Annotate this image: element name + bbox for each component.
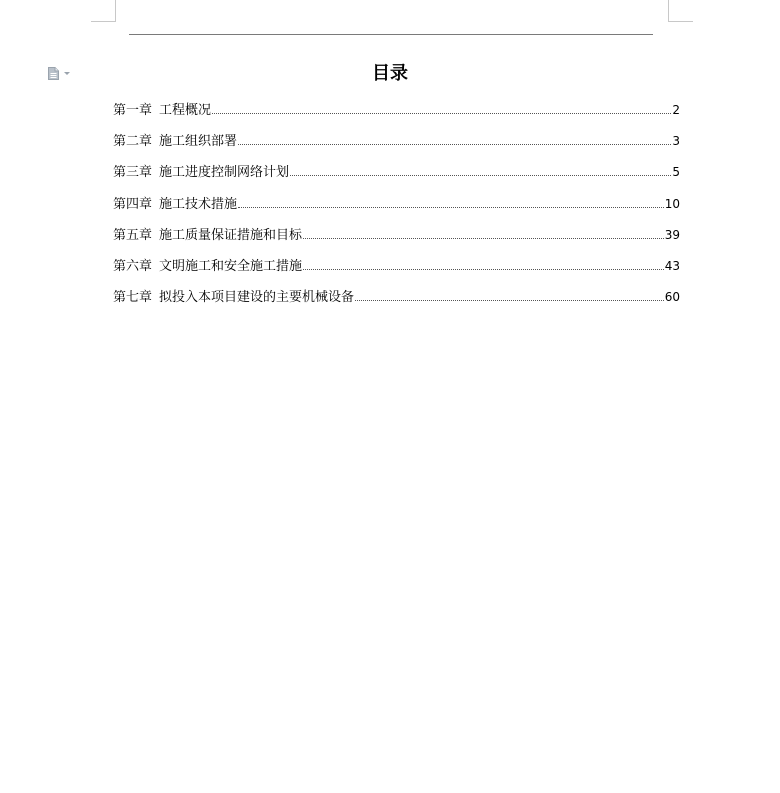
- toc-entry[interactable]: [113, 223, 680, 254]
- toc-entry-page: 10: [664, 196, 680, 211]
- toc-entry-page: 5: [672, 165, 680, 180]
- crop-mark-top-left: [91, 0, 116, 22]
- toc-entry-chapter: 第四章: [113, 196, 153, 212]
- toc-entry-title: 施工组织部署: [159, 134, 238, 150]
- toc-entry-label: [113, 193, 237, 217]
- toc-entry-title: 施工质量保证措施和目标: [159, 227, 303, 243]
- toc-leader-dots: [355, 300, 664, 301]
- toc-entry-label: [113, 161, 289, 185]
- toc-entry-label: [113, 130, 237, 154]
- table-of-contents: [113, 98, 680, 316]
- toc-entry[interactable]: [113, 254, 680, 285]
- toc-entry-chapter: 第六章: [113, 258, 153, 274]
- toc-entry[interactable]: [113, 192, 680, 223]
- toc-entry-title: 施工技术措施: [159, 196, 238, 212]
- toc-entry[interactable]: [113, 285, 680, 316]
- crop-mark-top-right: [668, 0, 693, 22]
- toc-entry-page: 3: [672, 134, 680, 149]
- toc-entry-title: 拟投入本项目建设的主要机械设备: [159, 290, 355, 306]
- toc-entry-label: [113, 255, 302, 279]
- toc-entry-page: 2: [672, 103, 680, 117]
- toc-entry-page: 60: [664, 290, 680, 305]
- toc-leader-dots: [303, 269, 664, 270]
- header-rule: [129, 34, 653, 35]
- toc-entry-chapter: 第三章: [113, 165, 153, 181]
- toc-entry[interactable]: [113, 160, 680, 191]
- toc-leader-dots: [290, 175, 671, 176]
- toc-leader-dots: [238, 144, 671, 145]
- toc-entry-chapter: 第五章: [113, 227, 153, 243]
- toc-title: 目录: [372, 63, 408, 84]
- toc-entry-chapter: 第一章: [113, 103, 153, 118]
- toc-leader-dots: [212, 113, 671, 114]
- toc-entry-page: 39: [664, 227, 680, 242]
- toc-leader-dots: [238, 207, 664, 208]
- toc-entry-page: 43: [664, 258, 680, 273]
- toc-entry-label: [113, 286, 354, 310]
- toc-leader-dots: [303, 238, 664, 239]
- toc-entry-chapter: 第二章: [113, 134, 153, 150]
- toc-entry-label: [113, 99, 211, 123]
- toc-entry-title: 文明施工和安全施工措施: [159, 258, 303, 274]
- toc-entry-title: 工程概况: [159, 103, 212, 118]
- toc-entry[interactable]: [113, 98, 680, 129]
- toc-entry[interactable]: [113, 129, 680, 160]
- toc-entry-title: 施工进度控制网络计划: [159, 165, 290, 181]
- toc-entry-label: [113, 224, 302, 248]
- toc-entry-chapter: 第七章: [113, 290, 153, 306]
